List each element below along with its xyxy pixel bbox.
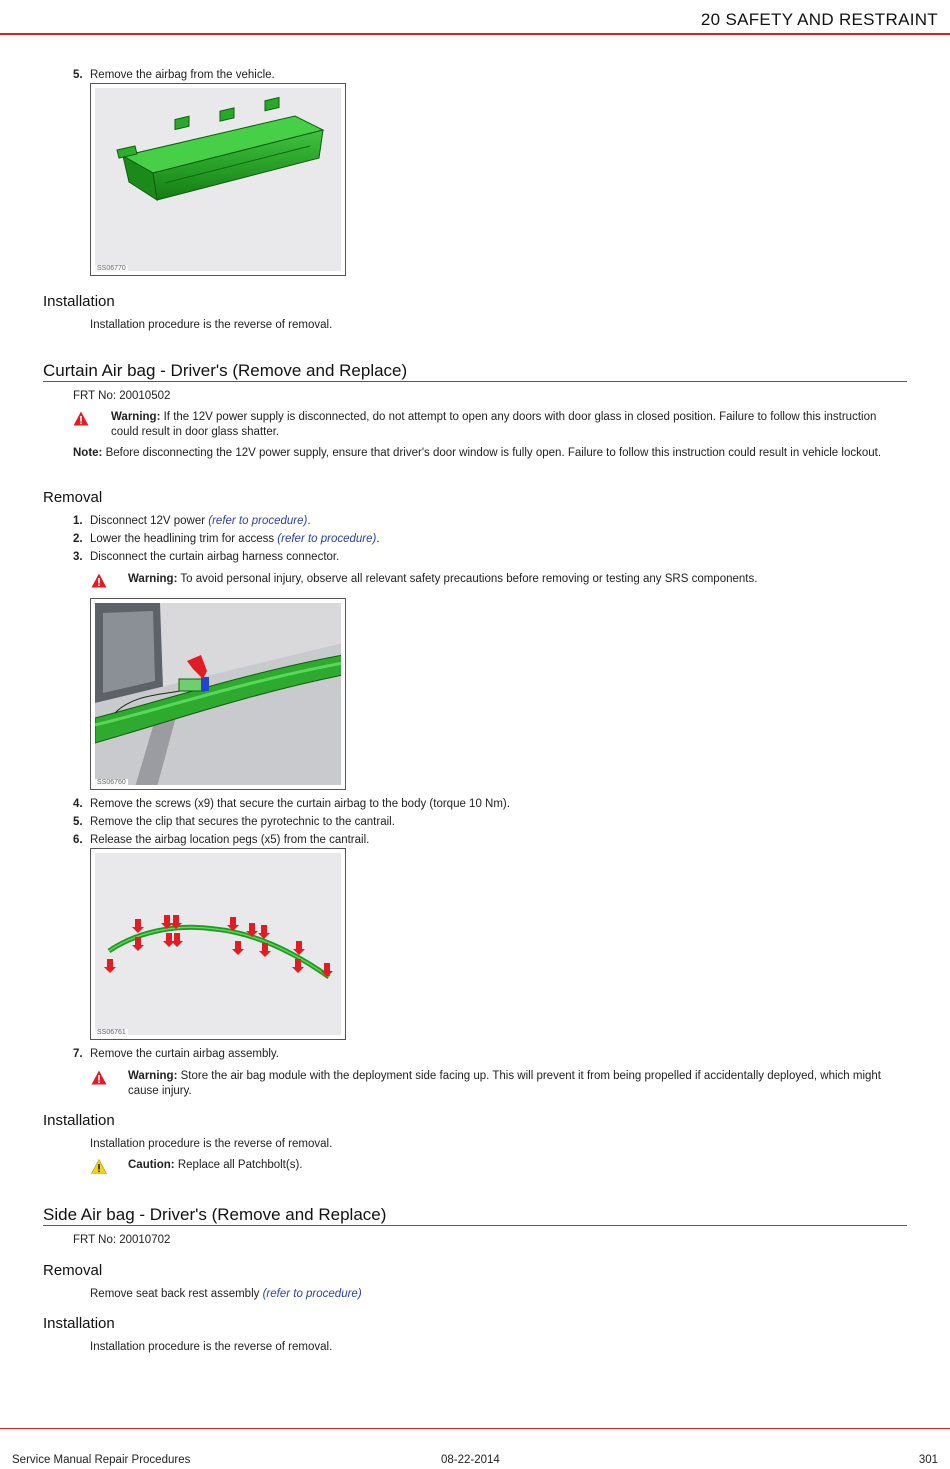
footer-date: 08-22-2014 (441, 1454, 500, 1466)
step-number: 6. (73, 834, 83, 846)
warning-label: Warning: (128, 1070, 178, 1082)
step-text: Disconnect the curtain airbag harness connector. (90, 551, 340, 563)
removal-heading: Removal (43, 1262, 103, 1279)
footer-rule (0, 1428, 950, 1429)
step-number: 1. (73, 515, 83, 527)
installation-text: Installation procedure is the reverse of removal. (90, 1138, 333, 1150)
step-number: 3. (73, 551, 83, 563)
step-item (73, 797, 510, 811)
removal-text-block (90, 1287, 362, 1302)
step-number: 7. (73, 1048, 83, 1060)
step-item (73, 68, 275, 82)
figure-canvas (95, 88, 341, 271)
refer-to-procedure-link[interactable]: (refer to procedure) (277, 533, 377, 545)
step-text: Remove the clip that secures the pyrotechnic to the cantrail. (90, 816, 395, 828)
caution-block (128, 1158, 303, 1173)
warning-label: Warning: (111, 411, 161, 423)
warning-icon (91, 1070, 107, 1085)
warning-icon (91, 573, 107, 588)
step-end: . (376, 533, 380, 545)
warning-block (111, 410, 901, 439)
figure-harness-connector (90, 598, 346, 790)
installation-text: Installation procedure is the reverse of removal. (90, 319, 333, 331)
step-item (73, 550, 340, 564)
curtain-airbag-title: Curtain Air bag - Driver's (Remove and Replace) (43, 361, 408, 380)
removal-heading: Removal (43, 489, 103, 506)
warning-block (128, 572, 898, 587)
step-text: Disconnect 12V power (90, 515, 206, 527)
removal-text: Remove seat back rest assembly (90, 1288, 260, 1300)
step-item (73, 514, 311, 528)
warning-block (128, 1069, 898, 1098)
figure-airbag-module (90, 83, 346, 276)
refer-to-procedure-link[interactable]: (refer to procedure) (262, 1288, 362, 1300)
step-end: . (307, 515, 311, 527)
warning-text: To avoid personal injury, observe all relevant safety precautions before removing or testing any SRS components. (180, 573, 758, 585)
step-item (73, 1047, 279, 1061)
header-rule (0, 33, 950, 35)
warning-text: If the 12V power supply is disconnected, do not attempt to open any doors with door glass in closed position. Failure to follow this instruction could result in door glass shatter. (111, 411, 877, 438)
title-rule (43, 1225, 907, 1226)
note-block (73, 446, 903, 461)
figure-canvas (95, 603, 341, 785)
installation-heading: Installation (43, 1315, 115, 1332)
curtain-airbag-illustration (95, 853, 341, 1035)
caution-label: Caution: (128, 1159, 175, 1171)
warning-text: Store the air bag module with the deployment side facing up. This will prevent it from being propelled if accidentally deployed, which might cause injury. (128, 1070, 882, 1097)
step-text: Remove the screws (x9) that secure the curtain airbag to the body (torque 10 Nm). (90, 798, 510, 810)
step-number: 5. (73, 816, 83, 828)
title-rule (43, 381, 907, 382)
caution-text: Replace all Patchbolt(s). (177, 1159, 303, 1171)
step-text: Release the airbag location pegs (x5) from the cantrail. (90, 834, 370, 846)
refer-to-procedure-link[interactable]: (refer to procedure) (208, 515, 308, 527)
figure-id: SS06770 (97, 265, 126, 272)
warning-label: Warning: (128, 573, 178, 585)
step-item (73, 532, 380, 546)
section-title: 20 SAFETY AND RESTRAINT (700, 10, 938, 29)
step-text: Remove the curtain airbag assembly. (90, 1048, 279, 1060)
step-text: Lower the headlining trim for access (90, 533, 275, 545)
installation-text: Installation procedure is the reverse of removal. (90, 1341, 333, 1353)
step-number: 4. (73, 798, 83, 810)
page-number: 301 (918, 1454, 938, 1466)
step-item (73, 815, 395, 829)
installation-heading: Installation (43, 1112, 115, 1129)
harness-connector-illustration (95, 603, 341, 785)
figure-curtain-airbag (90, 848, 346, 1040)
caution-icon (91, 1159, 107, 1174)
fixing-arrows (104, 915, 333, 977)
installation-heading: Installation (43, 293, 115, 310)
step-number: 5. (73, 69, 83, 81)
warning-icon (73, 411, 89, 426)
figure-id: SS06760 (97, 779, 126, 786)
footer-document-title: Service Manual Repair Procedures (12, 1454, 191, 1466)
figure-id: SS06761 (97, 1029, 126, 1036)
frt-number: FRT No: 20010702 (73, 1234, 171, 1246)
figure-canvas (95, 853, 341, 1035)
step-text: Remove the airbag from the vehicle. (90, 69, 275, 81)
frt-number: FRT No: 20010502 (73, 390, 171, 402)
airbag-module-illustration (95, 88, 341, 271)
note-label: Note: (73, 447, 103, 459)
side-airbag-title: Side Air bag - Driver's (Remove and Replace) (43, 1205, 387, 1224)
step-number: 2. (73, 533, 83, 545)
step-item (73, 833, 370, 847)
note-text: Before disconnecting the 12V power supply, ensure that driver's door window is fully open. Failure to follow this instruction could result in vehicle lockout. (105, 447, 882, 459)
